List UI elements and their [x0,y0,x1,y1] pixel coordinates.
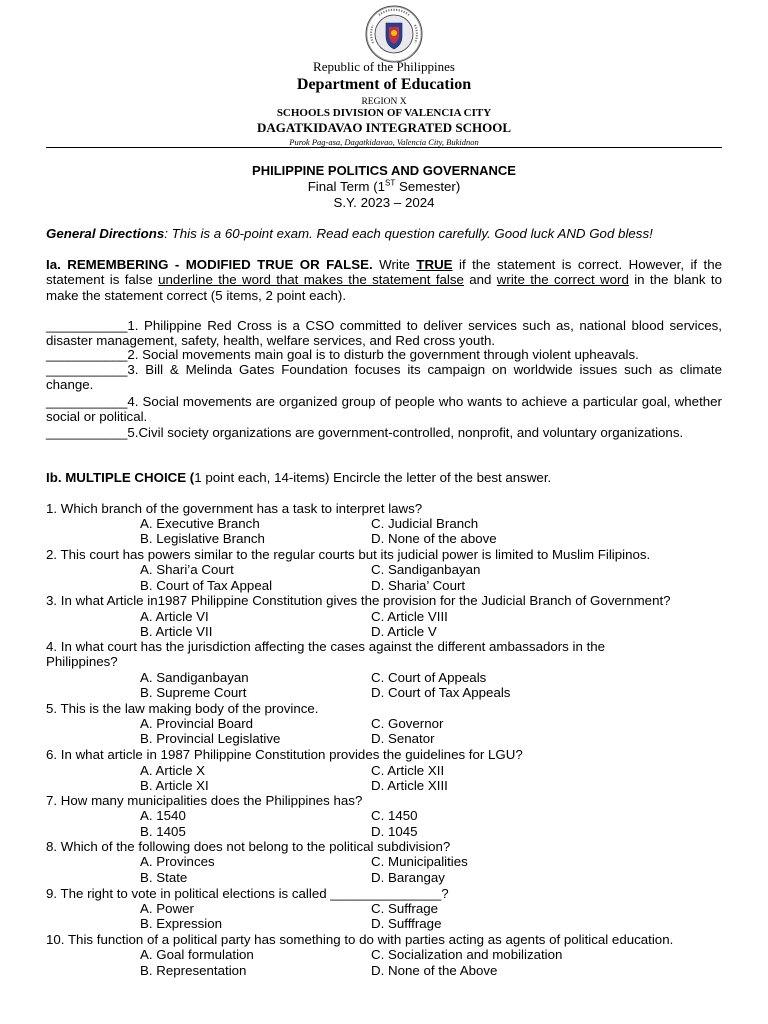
deped-seal-icon [365,5,423,63]
answer-blank[interactable]: ___________ [46,425,128,440]
header-school: DAGATKIDAVAO INTEGRATED SCHOOL [256,120,512,135]
question-10: 10. This function of a political party has something to do with parties acting as agents of political education. [46,932,674,947]
option-c[interactable]: C. Court of Appeals [371,670,487,685]
part1-text-4: in the blank to make the statement correct (5 items, 2 point each). [46,272,722,303]
part2-heading: Ib. MULTIPLE CHOICE ( [46,470,195,485]
exam-term-suffix: Semester) [395,179,461,194]
option-d[interactable]: D. Court of Tax Appeals [371,685,511,700]
option-a[interactable]: A. Provinces [140,854,215,869]
exam-term-text: Final Term (1 [307,179,386,194]
part2-instructions-text: 1 point each, 14-items) Encircle the letter of the best answer. [194,470,552,485]
exam-term [46,179,722,194]
option-d[interactable]: D. Article V [371,624,437,639]
tf-item [46,318,722,349]
option-c[interactable]: C. Socialization and mobilization [371,947,563,962]
option-d[interactable]: D. Sharia’ Court [371,578,466,593]
directions-label: General Directions [46,226,165,241]
part1-text-3: and [463,272,497,288]
option-b[interactable]: B. 1405 [140,824,186,839]
question-6: 6. In what article in 1987 Philippine Constitution provides the guidelines for LGU? [46,747,523,762]
option-a[interactable]: A. Shari’a Court [140,562,234,577]
tf-item-text: 2. Social movements main goal is to disturb the government through violent upheavals. [127,347,639,362]
part1-underline-2: write the correct word [496,272,629,288]
option-a[interactable]: A. Article VI [140,609,209,624]
option-b[interactable]: B. Representation [140,963,247,978]
option-d[interactable]: D. Senator [371,731,435,746]
exam-school-year: S.Y. 2023 – 2024 [333,195,435,210]
question-4: 4. In what court has the jurisdiction affecting the cases against the different ambassadors in the [46,639,606,654]
question-4-cont: Philippines? [46,654,118,669]
header-address: Purok Pag-asa, Dagatkidavao, Valencia City, Bukidnon [289,137,479,147]
option-d[interactable]: D. Barangay [371,870,445,885]
header-division: SCHOOLS DIVISION OF VALENCIA CITY [276,107,492,119]
part1-underline-1: underline the word that makes the statement false [158,272,464,288]
exam-subject: PHILIPPINE POLITICS AND GOVERNANCE [252,163,516,178]
option-b[interactable]: B. Supreme Court [140,685,247,700]
part1-heading: Ia. REMEMBERING - MODIFIED TRUE OR FALSE. [46,257,373,272]
option-b[interactable]: B. Provincial Legislative [140,731,281,746]
option-c[interactable]: C. Article XII [371,763,445,778]
option-c[interactable]: C. Suffrage [371,901,439,916]
header-department: Department of Education [296,76,472,93]
option-a[interactable]: A. Power [140,901,194,916]
question-5: 5. This is the law making body of the province. [46,701,319,716]
answer-blank[interactable]: ___________ [46,347,128,362]
option-d[interactable]: D. 1045 [371,824,418,839]
option-c[interactable]: C. 1450 [371,808,418,823]
exam-term-sup: ST [385,178,396,188]
option-b[interactable]: B. State [140,870,188,885]
question-1: 1. Which branch of the government has a task to interpret laws? [46,501,423,516]
tf-item-text: 4. Social movements are organized group of people who wants to achieve a particular goal, whether social or political. [46,394,722,425]
option-c[interactable]: C. Sandiganbayan [371,562,481,577]
general-directions [46,226,722,241]
question-3: 3. In what Article in1987 Philippine Constitution gives the provision for the Judicial Branch of Government? [46,593,671,608]
option-d[interactable]: D. Sufffrage [371,916,442,931]
option-c[interactable]: C. Article VIII [371,609,448,624]
answer-blank[interactable]: ___________ [46,362,128,377]
part1-text-1: Write [372,257,417,272]
question-7: 7. How many municipalities does the Philippines has? [46,793,363,808]
tf-item-text: 1. Philippine Red Cross is a CSO committed to deliver services such as, national blood services, disaster management, safety, health, welfare services, and Red cross youth. [46,318,722,349]
option-a[interactable]: A. Goal formulation [140,947,254,962]
answer-blank[interactable]: ___________ [46,394,128,409]
part2-instructions [46,470,722,485]
option-a[interactable]: A. 1540 [140,808,186,823]
option-b[interactable]: B. Article VII [140,624,213,639]
tf-item [46,394,722,425]
option-c[interactable]: C. Judicial Branch [371,516,479,531]
option-c[interactable]: C. Municipalities [371,854,468,869]
option-b[interactable]: B. Expression [140,916,223,931]
part1-instructions [46,257,722,303]
option-d[interactable]: D. None of the Above [371,963,498,978]
option-d[interactable]: D. None of the above [371,531,497,546]
question-8: 8. Which of the following does not belong to the political subdivision? [46,839,451,854]
tf-item-text: 3. Bill & Melinda Gates Foundation focuses its campaign on worldwide issues such as climate change. [46,362,722,393]
option-a[interactable]: A. Article X [140,763,206,778]
option-a[interactable]: A. Provincial Board [140,716,254,731]
tf-item [46,362,722,393]
option-b[interactable]: B. Legislative Branch [140,531,265,546]
part1-text-2: if the statement is correct. However, if the statement is false [46,257,723,288]
question-2: 2. This court has powers similar to the regular courts but its judicial power is limited to Muslim Filipinos. [46,547,651,562]
directions-text: : This is a 60-point exam. Read each question carefully. Good luck AND God bless! [164,226,653,241]
option-b[interactable]: B. Court of Tax Appeal [140,578,273,593]
question-9: 9. The right to vote in political elections is called _______________? [46,886,449,901]
tf-item [46,425,722,440]
option-c[interactable]: C. Governor [371,716,444,731]
option-b[interactable]: B. Article XI [140,778,209,793]
option-a[interactable]: A. Sandiganbayan [140,670,249,685]
header-region: REGION X [361,97,407,107]
option-a[interactable]: A. Executive Branch [140,516,260,531]
header-country: Republic of the Philippines [313,59,455,74]
tf-item-text: 5.Civil society organizations are government-controlled, nonprofit, and voluntary organizations. [127,425,684,440]
tf-item [46,347,722,362]
answer-blank[interactable]: ___________ [46,318,128,333]
part1-true-word: TRUE [416,257,453,272]
option-d[interactable]: D. Article XIII [371,778,448,793]
header-divider [46,147,722,148]
